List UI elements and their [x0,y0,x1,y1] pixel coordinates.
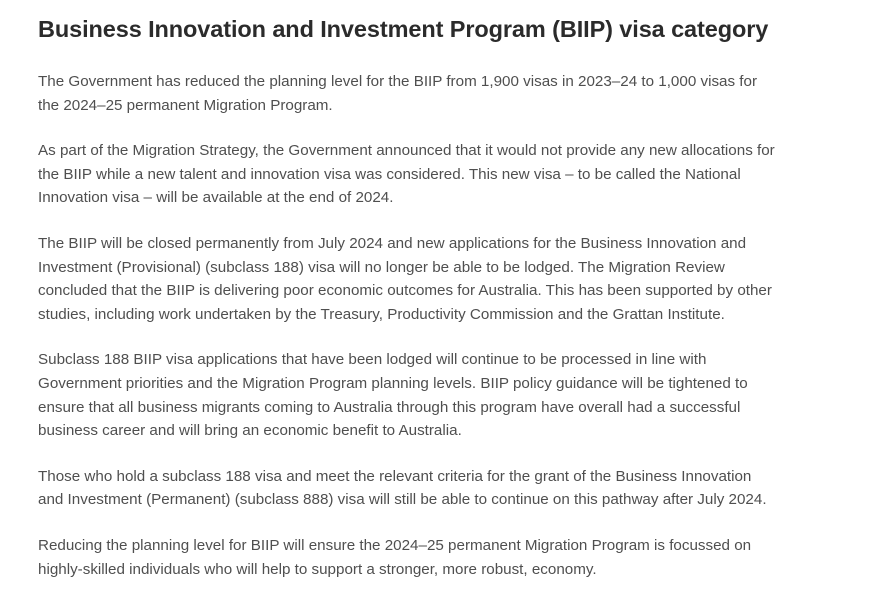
page-title: Business Innovation and Investment Program (BIIP) visa category [38,16,769,42]
paragraph-biip-closure: The BIIP will be closed permanently from July 2024 and new applications for the Business Innovation and Investment (Provisional) (subclass 188) visa will no longer be able to be lodged. The Migration Review concluded that the BIIP is delivering poor economic outcomes for Australia. This has been supported by other studies, including work undertaken by the Treasury, Productivity Commission and the Grattan Institute. [38,234,772,323]
paragraph-lodged-applications: Subclass 188 BIIP visa applications that have been lodged will continue to be processed in line with Government priorities and the Migration Program planning levels. BIIP policy guidance will be tightened to ensure that all business migrants coming to Australia through this program have overall had a successful business career and will bring an economic benefit to Australia. [38,351,748,440]
paragraph-migration-strategy: As part of the Migration Strategy, the Government announced that it would not provide any new allocations for the BIIP while a new talent and innovation visa was considered. This new visa – to be called the National Innovation visa – will be available at the end of 2024. [38,142,775,207]
paragraph-reducing-planning-level: Reducing the planning level for BIIP will ensure the 2024–25 permanent Migration Program is focussed on highly-skilled individuals who will help to support a stronger, more robust, economy. [38,536,752,578]
paragraph-subclass-888-pathway: Those who hold a subclass 188 visa and meet the relevant criteria for the grant of the Business Innovation and Investment (Permanent) (subclass 888) visa will still be able to continue on this pathway after July 2024. [38,467,767,509]
paragraph-planning-level: The Government has reduced the planning level for the BIIP from 1,900 visas in 2023–24 to 1,000 visas for the 2024–25 permanent Migration Program. [38,73,758,114]
